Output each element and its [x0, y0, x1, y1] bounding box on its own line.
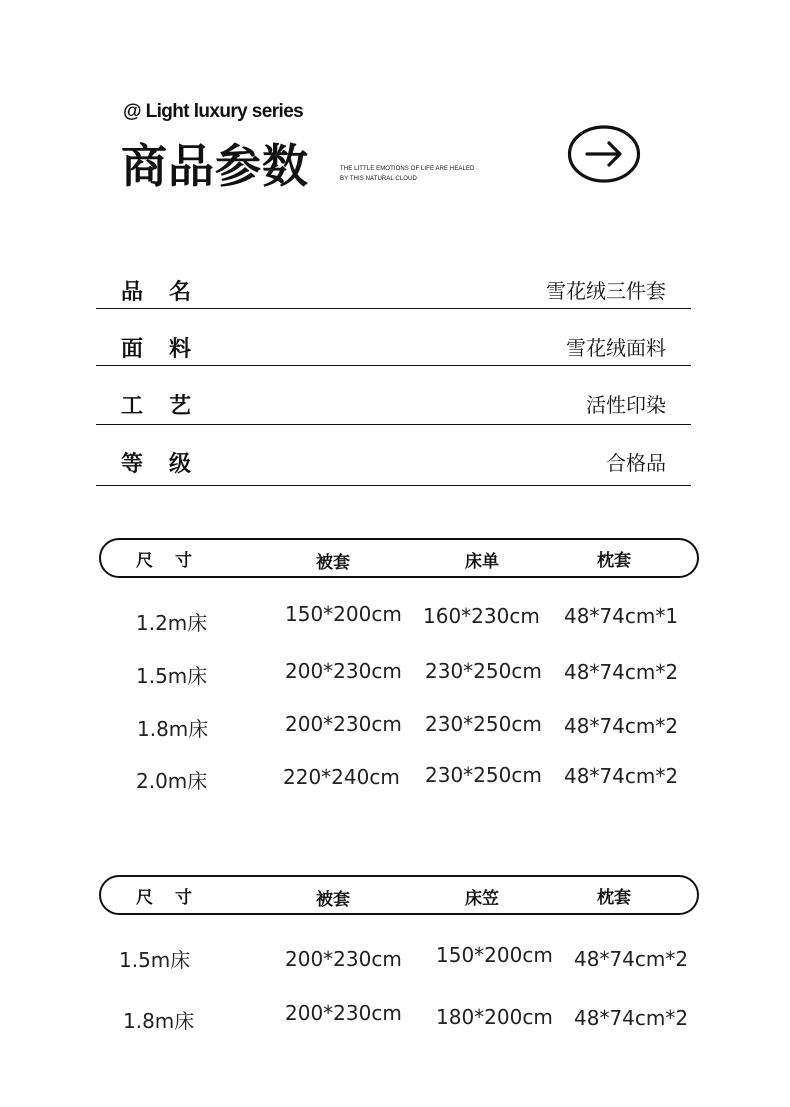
- table1-header-duvet: 被套: [316, 553, 350, 573]
- table1-header-size: 尺寸: [136, 551, 214, 571]
- slogan-line-2: BY THIS NATURAL CLOUD: [340, 176, 417, 182]
- table2-header-pillowcase: 枕套: [597, 888, 631, 908]
- table1-cell-size: 1.2m床: [136, 611, 208, 635]
- table1-cell-duvet: 220*240cm: [283, 765, 400, 789]
- series-tagline: @ Light luxury series: [123, 101, 304, 122]
- table1-cell-sheet: 230*250cm: [425, 659, 542, 683]
- table1-cell-size: 1.8m床: [137, 717, 209, 741]
- table1-header-sheet: 床单: [465, 552, 499, 572]
- table1-cell-duvet: 200*230cm: [285, 659, 402, 683]
- table1-cell-pillowcase: 48*74cm*1: [564, 604, 679, 628]
- param-value-grade: 合格品: [606, 451, 666, 475]
- table2-cell-fitted-sheet: 180*200cm: [436, 1005, 553, 1029]
- table1-cell-duvet: 150*200cm: [285, 602, 402, 626]
- table2-cell-duvet: 200*230cm: [285, 947, 402, 971]
- table2-cell-pillowcase: 48*74cm*2: [574, 947, 689, 971]
- arrow-right-circle-icon[interactable]: [567, 124, 641, 184]
- divider: [96, 365, 691, 366]
- table2-header-size: 尺寸: [136, 888, 214, 908]
- param-label-grade: 等级: [121, 452, 218, 477]
- table2-cell-pillowcase: 48*74cm*2: [574, 1006, 689, 1030]
- param-label-fabric: 面料: [121, 337, 218, 362]
- slogan: [340, 164, 475, 184]
- table1-cell-size: 1.5m床: [136, 664, 208, 688]
- table1-cell-pillowcase: 48*74cm*2: [564, 714, 679, 738]
- slogan-line-1: THE LITTLE EMOTIONS OF LIFE ARE HEALED: [340, 166, 475, 172]
- table1-cell-duvet: 200*230cm: [285, 712, 402, 736]
- param-label-craft: 工艺: [121, 394, 218, 419]
- table1-header-pillowcase: 枕套: [597, 551, 631, 571]
- table2-cell-size: 1.5m床: [119, 948, 191, 972]
- table1-cell-pillowcase: 48*74cm*2: [564, 660, 679, 684]
- table1-cell-sheet: 160*230cm: [423, 604, 540, 628]
- divider: [96, 424, 691, 425]
- table2-cell-duvet: 200*230cm: [285, 1001, 402, 1025]
- table2-cell-fitted-sheet: 150*200cm: [436, 943, 553, 967]
- param-label-name: 品名: [121, 280, 218, 305]
- page-title: 商品参数: [121, 139, 309, 193]
- param-value-fabric: 雪花绒面料: [566, 336, 666, 360]
- table1-cell-size: 2.0m床: [136, 769, 208, 793]
- table2-header-duvet: 被套: [316, 890, 350, 910]
- divider: [96, 485, 691, 486]
- divider: [96, 308, 691, 309]
- param-value-name: 雪花绒三件套: [546, 279, 666, 303]
- param-value-craft: 活性印染: [586, 393, 666, 417]
- table1-cell-sheet: 230*250cm: [425, 763, 542, 787]
- table2-cell-size: 1.8m床: [123, 1009, 195, 1033]
- table1-cell-pillowcase: 48*74cm*2: [564, 764, 679, 788]
- table2-header-fitted-sheet: 床笠: [465, 889, 499, 909]
- table1-cell-sheet: 230*250cm: [425, 712, 542, 736]
